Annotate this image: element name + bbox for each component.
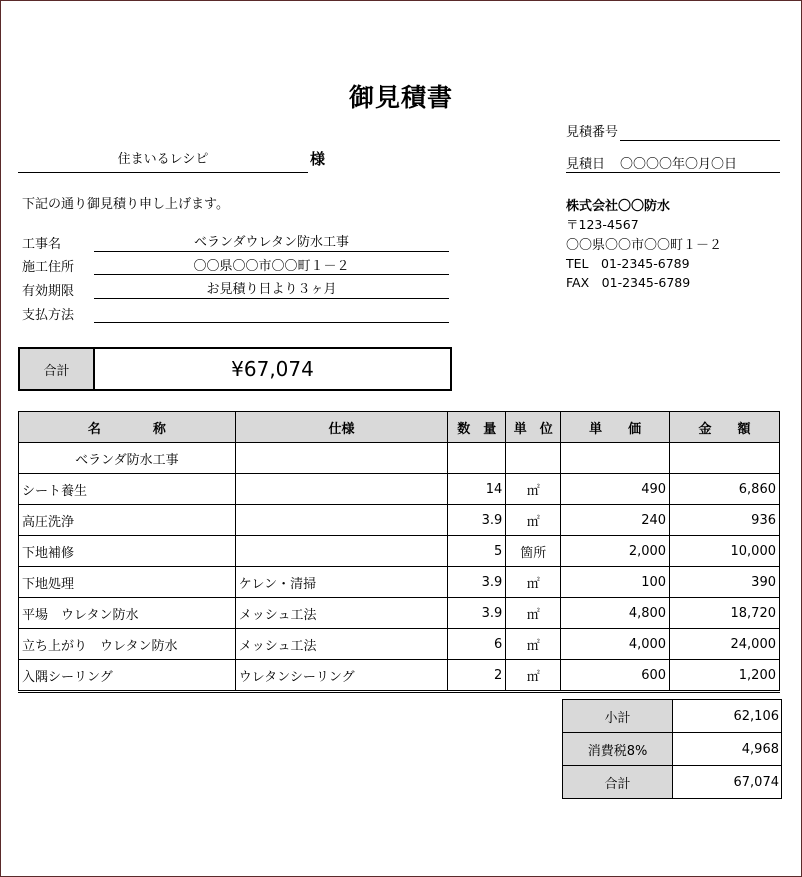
item-price: 4,000	[561, 629, 670, 660]
summary-value-total: 67,074	[673, 766, 782, 799]
table-row	[19, 567, 780, 598]
header-spec: 仕様	[235, 412, 448, 443]
summary-row	[563, 733, 782, 766]
table-row	[19, 598, 780, 629]
item-spec: メッシュ工法	[235, 598, 448, 629]
item-unit: ㎡	[506, 505, 561, 536]
item-qty: 14	[448, 474, 506, 505]
detail-label-address: 施工住所	[22, 260, 75, 275]
estimate-date-label: 見積日	[566, 157, 606, 172]
detail-value-address: 〇〇県〇〇市〇〇町１－２	[193, 259, 350, 274]
total-box-value: ¥67,074	[231, 357, 314, 381]
summary-row	[563, 700, 782, 733]
item-name: 入隅シーリング	[19, 660, 236, 692]
header-unit: 単 位	[506, 412, 561, 443]
item-amount: 1,200	[670, 660, 780, 692]
item-price: 600	[561, 660, 670, 692]
item-price: 490	[561, 474, 670, 505]
detail-label-validity: 有効期限	[22, 284, 75, 299]
item-spec: ウレタンシーリング	[235, 660, 448, 692]
item-unit: ㎡	[506, 629, 561, 660]
item-spec	[235, 474, 448, 505]
detail-underline	[94, 274, 449, 275]
section-row	[19, 443, 780, 474]
item-spec	[235, 536, 448, 567]
item-qty: 2	[448, 660, 506, 692]
total-box	[18, 347, 452, 391]
section-title: ベランダ防水工事	[19, 443, 236, 474]
summary-label-total: 合計	[563, 766, 673, 799]
item-amount: 936	[670, 505, 780, 536]
item-name: 平場 ウレタン防水	[19, 598, 236, 629]
item-price: 100	[561, 567, 670, 598]
header-amount: 金 額	[670, 412, 780, 443]
item-amount: 24,000	[670, 629, 780, 660]
summary-row	[563, 766, 782, 799]
item-name: 立ち上がり ウレタン防水	[19, 629, 236, 660]
document-title: 御見積書	[348, 83, 453, 112]
table-row	[19, 660, 780, 692]
item-unit: ㎡	[506, 474, 561, 505]
item-unit: ㎡	[506, 660, 561, 692]
item-name: 高圧洗浄	[19, 505, 236, 536]
item-name: 下地補修	[19, 536, 236, 567]
item-unit: ㎡	[506, 567, 561, 598]
empty-cell	[506, 443, 561, 474]
item-qty: 3.9	[448, 598, 506, 629]
item-spec: ケレン・清掃	[235, 567, 448, 598]
item-qty: 6	[448, 629, 506, 660]
client-underline	[18, 172, 308, 173]
empty-cell	[670, 443, 780, 474]
estimate-number-label: 見積番号	[566, 125, 619, 140]
item-qty: 3.9	[448, 505, 506, 536]
summary-label-tax: 消費税8%	[563, 733, 673, 766]
company-fax: FAX 01-2345-6789	[566, 275, 691, 290]
company-name: 株式会社〇〇防水	[566, 199, 671, 214]
table-row	[19, 474, 780, 505]
total-box-label: 合計	[20, 349, 95, 389]
item-price: 2,000	[561, 536, 670, 567]
item-spec: メッシュ工法	[235, 629, 448, 660]
header-name: 名 称	[19, 412, 236, 443]
detail-label-project: 工事名	[22, 237, 62, 252]
company-tel: TEL 01-2345-6789	[566, 256, 690, 271]
item-amount: 6,860	[670, 474, 780, 505]
table-row	[19, 536, 780, 567]
item-qty: 5	[448, 536, 506, 567]
item-qty: 3.9	[448, 567, 506, 598]
item-amount: 18,720	[670, 598, 780, 629]
item-name: 下地処理	[19, 567, 236, 598]
item-unit: 箇所	[506, 536, 561, 567]
detail-label-payment: 支払方法	[22, 308, 75, 323]
client-name: 住まいるレシピ	[117, 152, 209, 167]
estimate-number-underline	[620, 140, 780, 141]
company-postal: 〒123-4567	[566, 217, 639, 232]
detail-value-project: ベランダウレタン防水工事	[194, 235, 349, 250]
detail-underline	[94, 251, 449, 252]
item-spec	[235, 505, 448, 536]
summary-value-subtotal: 62,106	[673, 700, 782, 733]
item-amount: 10,000	[670, 536, 780, 567]
detail-value-validity: お見積り日より３ヶ月	[206, 282, 337, 297]
summary-label-subtotal: 小計	[563, 700, 673, 733]
empty-cell	[448, 443, 506, 474]
empty-cell	[235, 443, 448, 474]
client-honorific: 様	[310, 150, 326, 168]
item-name: シート養生	[19, 474, 236, 505]
table-row	[19, 629, 780, 660]
detail-underline	[94, 298, 449, 299]
table-header-row	[19, 412, 780, 443]
detail-underline	[94, 322, 449, 323]
header-qty: 数 量	[448, 412, 506, 443]
item-amount: 390	[670, 567, 780, 598]
item-unit: ㎡	[506, 598, 561, 629]
summary-value-tax: 4,968	[673, 733, 782, 766]
item-price: 240	[561, 505, 670, 536]
table-row	[19, 505, 780, 536]
header-price: 単 価	[561, 412, 670, 443]
summary-table	[562, 699, 782, 799]
items-table	[18, 411, 780, 693]
item-price: 4,800	[561, 598, 670, 629]
estimate-date-underline	[566, 172, 780, 173]
empty-cell	[561, 443, 670, 474]
estimate-date-value: 〇〇〇〇年〇月〇日	[620, 157, 738, 172]
company-address: 〇〇県〇〇市〇〇町１－２	[566, 238, 723, 253]
intro-text: 下記の通り御見積り申し上げます。	[22, 197, 229, 212]
